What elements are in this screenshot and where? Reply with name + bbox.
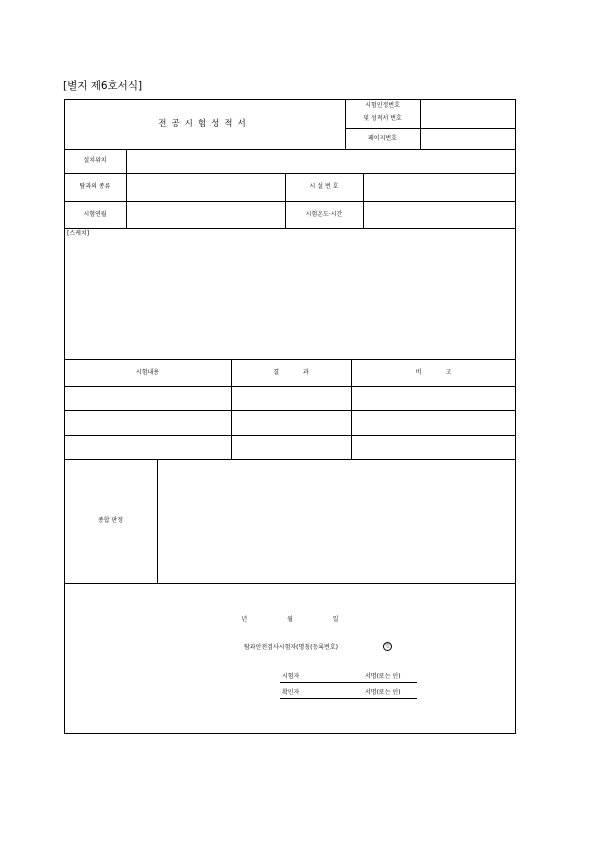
table-header-test-content: 시험내용 — [135, 369, 160, 376]
cert-number-label-line2: 및 성적서 번호 — [363, 115, 402, 122]
facility-number-field[interactable] — [364, 174, 515, 200]
table-header-remarks: 비 고 — [415, 369, 452, 376]
divider — [64, 583, 516, 584]
divider — [64, 228, 516, 229]
seal-mark-text: 인 — [385, 643, 390, 649]
seal-mark — [383, 642, 392, 651]
table-cell[interactable] — [232, 411, 350, 434]
tester-sign: 서명(또는 인) — [365, 673, 401, 680]
table-cell[interactable] — [352, 387, 515, 409]
table-cell[interactable] — [65, 436, 230, 458]
cert-number-label-line1: 시험인정번호 — [365, 102, 400, 109]
type-field[interactable] — [127, 174, 284, 200]
sketch-label: [스케치] — [67, 230, 90, 237]
tester-label: 시험자 — [282, 673, 300, 680]
divider — [285, 173, 286, 229]
summary-label: 종합 판정 — [97, 517, 124, 524]
test-date-field[interactable] — [127, 202, 284, 227]
summary-field[interactable] — [158, 460, 515, 582]
table-header-result: 결 과 — [273, 369, 309, 376]
test-date-label: 시험연월 — [83, 211, 107, 218]
reviewer-sign: 서명(또는 인) — [365, 689, 401, 696]
page-number-label: 페이지번호 — [368, 135, 397, 142]
divider — [64, 359, 516, 360]
type-label: 탐과의 종류 — [79, 183, 111, 190]
sketch-area[interactable] — [65, 240, 515, 358]
reviewer-label: 확인자 — [282, 689, 300, 696]
form-number-label: [별지 제6호서식] — [63, 80, 143, 92]
table-cell[interactable] — [352, 436, 515, 458]
facility-number-label: 시 설 번 호 — [309, 183, 339, 190]
tester-signature-line[interactable] — [280, 682, 417, 683]
page-number-field[interactable] — [421, 129, 515, 148]
cert-number-field[interactable] — [421, 100, 515, 127]
location-label: 설치위치 — [83, 157, 107, 164]
table-cell[interactable] — [232, 387, 350, 409]
test-time-label: 시험온도·시간 — [305, 211, 343, 218]
document-title: 전공시험성적서 — [158, 119, 251, 129]
table-cell[interactable] — [352, 411, 515, 434]
table-cell[interactable] — [232, 436, 350, 458]
table-cell[interactable] — [65, 411, 230, 434]
location-field[interactable] — [127, 150, 515, 172]
test-time-field[interactable] — [364, 202, 515, 227]
institution-line: 탐과안전검사시험자(명칭(등록번호) — [244, 644, 338, 651]
table-cell[interactable] — [65, 387, 230, 409]
reviewer-signature-line[interactable] — [280, 698, 417, 699]
date-line: 년 월 일 — [241, 616, 339, 623]
